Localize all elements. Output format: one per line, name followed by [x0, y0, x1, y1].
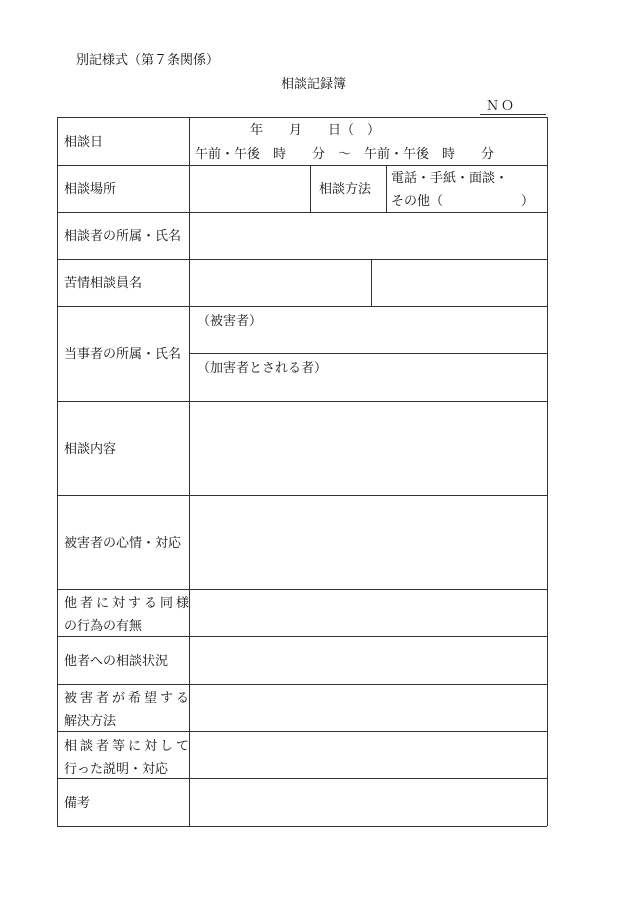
- counselor-name-field-2[interactable]: [372, 260, 546, 305]
- number-underline: [480, 114, 546, 115]
- row-line: [57, 306, 547, 307]
- consultation-place-label: 相談場所: [64, 182, 117, 197]
- remarks-field[interactable]: [190, 779, 546, 825]
- number-label: ＮＯ: [486, 99, 517, 114]
- consulter-name-field[interactable]: [190, 213, 546, 258]
- remarks-label: 備考: [64, 796, 91, 811]
- others-consultation-label: 他者への相談状況: [64, 654, 169, 669]
- method-value-divider: [386, 165, 387, 212]
- explanation-label-line1: 相談者等に対して: [64, 739, 193, 754]
- parties-name-label: 当事者の所属・氏名: [64, 347, 182, 362]
- parties-split-line: [189, 353, 547, 354]
- victim-field[interactable]: （被害者）: [197, 314, 263, 329]
- consultation-method-options[interactable]: 電話・手紙・面談・: [391, 171, 509, 186]
- table-border-left: [57, 117, 58, 826]
- explanation-field[interactable]: [190, 732, 546, 777]
- desired-resolution-label-line1: 被害者が希望する: [64, 691, 193, 706]
- desired-resolution-label-line2: 解決方法: [64, 714, 117, 729]
- table-border-right: [547, 117, 548, 826]
- perpetrator-field[interactable]: （加害者とされる者）: [197, 361, 328, 376]
- similar-acts-field[interactable]: [190, 590, 546, 635]
- counselor-name-field-1[interactable]: [190, 260, 370, 305]
- consultation-method-other[interactable]: その他（ ）: [391, 194, 535, 209]
- row-line: [57, 117, 547, 118]
- similar-acts-label-line2: の行為の有無: [64, 619, 143, 634]
- consultation-content-field[interactable]: [190, 402, 546, 494]
- document-title: 相談記録簿: [281, 77, 347, 92]
- consultation-date-label: 相談日: [64, 135, 104, 150]
- consulter-name-label: 相談者の所属・氏名: [64, 229, 182, 244]
- consultation-method-label: 相談方法: [319, 182, 372, 197]
- desired-resolution-field[interactable]: [190, 685, 546, 730]
- similar-acts-label-line1: 他者に対する同様: [64, 596, 193, 611]
- table-border-bottom: [57, 826, 547, 827]
- consultation-content-label: 相談内容: [64, 442, 117, 457]
- place-method-divider: [310, 165, 311, 212]
- consultation-date-field[interactable]: 年 月 日（ ）: [250, 123, 381, 138]
- counselor-name-label: 苦情相談員名: [64, 276, 143, 291]
- explanation-label-line2: 行った説明・対応: [64, 762, 169, 777]
- consultation-time-field[interactable]: 午前・午後 時 分 ～ 午前・午後 時 分: [195, 147, 495, 162]
- victim-feelings-field[interactable]: [190, 496, 546, 588]
- victim-feelings-label: 被害者の心情・対応: [64, 536, 182, 551]
- form-label: 別記様式（第７条関係）: [76, 53, 220, 68]
- consultation-place-field[interactable]: [190, 166, 309, 211]
- others-consultation-field[interactable]: [190, 637, 546, 683]
